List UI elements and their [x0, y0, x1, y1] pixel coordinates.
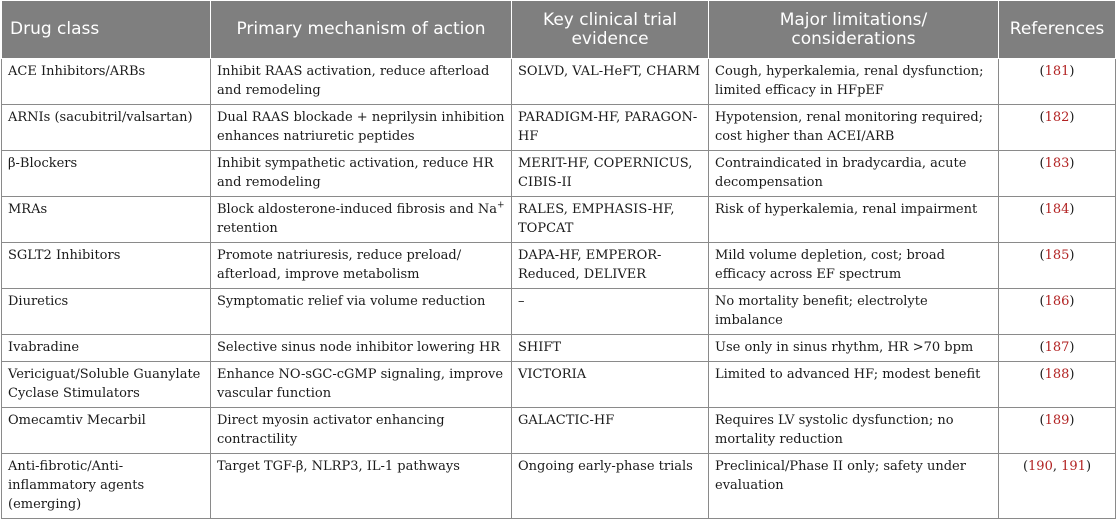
drug-class-cell: Diuretics [2, 289, 211, 335]
limitations-cell: Cough, hyperkalemia, renal dysfunction; limited efficacy in HFpEF [709, 59, 999, 105]
limitations-cell: Limited to advanced HF; modest benefit [709, 362, 999, 408]
drug-class-cell: MRAs [2, 197, 211, 243]
table-row [2, 335, 1116, 362]
header-mechanism: Primary mechanism of action [211, 1, 512, 59]
reference-link[interactable]: 191 [1061, 459, 1086, 474]
header-references: References [999, 1, 1116, 59]
mechanism-cell: Target TGF-β, NLRP3, IL-1 pathways [211, 454, 512, 519]
table-row [2, 243, 1116, 289]
drug-class-cell: β-Blockers [2, 151, 211, 197]
references-cell: (189) [999, 408, 1116, 454]
header-drug-class: Drug class [2, 1, 211, 59]
limitations-cell: Hypotension, renal monitoring required; cost higher than ACEI/ARB [709, 105, 999, 151]
references-cell: (184) [999, 197, 1116, 243]
reference-link[interactable]: 189 [1044, 413, 1070, 428]
trial-evidence-cell: MERIT-HF, COPERNICUS, CIBIS-II [512, 151, 709, 197]
limitations-cell: No mortality benefit; electrolyte imbalance [709, 289, 999, 335]
limitations-cell: Use only in sinus rhythm, HR >70 bpm [709, 335, 999, 362]
reference-link[interactable]: 181 [1044, 64, 1070, 79]
trial-evidence-cell: GALACTIC-HF [512, 408, 709, 454]
limitations-cell: Requires LV systolic dysfunction; no mortality reduction [709, 408, 999, 454]
drug-class-cell: Omecamtiv Mecarbil [2, 408, 211, 454]
reference-link[interactable]: 190 [1028, 459, 1053, 474]
mechanism-cell: Selective sinus node inhibitor lowering HR [211, 335, 512, 362]
drug-class-cell: Ivabradine [2, 335, 211, 362]
trial-evidence-cell: DAPA-HF, EMPEROR-Reduced, DELIVER [512, 243, 709, 289]
references-cell: (181) [999, 59, 1116, 105]
trial-evidence-cell: SHIFT [512, 335, 709, 362]
references-cell: (188) [999, 362, 1116, 408]
limitations-cell: Mild volume depletion, cost; broad efficacy across EF spectrum [709, 243, 999, 289]
limitations-cell: Preclinical/Phase II only; safety under evaluation [709, 454, 999, 519]
limitations-cell: Risk of hyperkalemia, renal impairment [709, 197, 999, 243]
drug-class-cell: Vericiguat/Soluble Guanylate Cyclase Stimulators [2, 362, 211, 408]
mechanism-cell: Symptomatic relief via volume reduction [211, 289, 512, 335]
header-row [2, 1, 1116, 59]
header-trial-evidence: Key clinical trial evidence [512, 1, 709, 59]
drug-class-cell: ARNIs (sacubitril/valsartan) [2, 105, 211, 151]
table-row [2, 59, 1116, 105]
table-row [2, 454, 1116, 519]
reference-link[interactable]: 183 [1044, 156, 1070, 171]
table-row [2, 289, 1116, 335]
mechanism-cell: Dual RAAS blockade + neprilysin inhibition enhances natriuretic peptides [211, 105, 512, 151]
trial-evidence-cell: – [512, 289, 709, 335]
references-cell: (190, 191) [999, 454, 1116, 519]
reference-link[interactable]: 187 [1044, 340, 1070, 355]
header-limitations: Major limitations/ considerations [709, 1, 999, 59]
mechanism-cell: Enhance NO-sGC-cGMP signaling, improve vascular function [211, 362, 512, 408]
drug-class-cell: ACE Inhibitors/ARBs [2, 59, 211, 105]
references-cell: (182) [999, 105, 1116, 151]
trial-evidence-cell: PARADIGM-HF, PARAGON-HF [512, 105, 709, 151]
trial-evidence-cell: SOLVD, VAL-HeFT, CHARM [512, 59, 709, 105]
reference-link[interactable]: 188 [1044, 367, 1070, 382]
drug-class-cell: Anti-fibrotic/Anti-inflammatory agents (emerging) [2, 454, 211, 519]
mechanism-cell: Direct myosin activator enhancing contractility [211, 408, 512, 454]
mechanism-cell: Inhibit RAAS activation, reduce afterload and remodeling [211, 59, 512, 105]
trial-evidence-cell: Ongoing early-phase trials [512, 454, 709, 519]
drug-class-table [1, 0, 1116, 519]
mechanism-cell: Inhibit sympathetic activation, reduce HR and remodeling [211, 151, 512, 197]
references-cell: (187) [999, 335, 1116, 362]
reference-link[interactable]: 182 [1044, 110, 1070, 125]
references-cell: (183) [999, 151, 1116, 197]
table-row [2, 151, 1116, 197]
reference-link[interactable]: 186 [1044, 294, 1070, 309]
reference-link[interactable]: 184 [1044, 202, 1070, 217]
drug-class-cell: SGLT2 Inhibitors [2, 243, 211, 289]
trial-evidence-cell: RALES, EMPHASIS-HF, TOPCAT [512, 197, 709, 243]
table-row [2, 197, 1116, 243]
mechanism-cell: Promote natriuresis, reduce preload/ afterload, improve metabolism [211, 243, 512, 289]
references-cell: (185) [999, 243, 1116, 289]
mechanism-cell: Block aldosterone-induced fibrosis and Na+ retention [211, 197, 512, 243]
trial-evidence-cell: VICTORIA [512, 362, 709, 408]
table-row [2, 105, 1116, 151]
table-row [2, 408, 1116, 454]
reference-link[interactable]: 185 [1044, 248, 1070, 263]
references-cell: (186) [999, 289, 1116, 335]
limitations-cell: Contraindicated in bradycardia, acute decompensation [709, 151, 999, 197]
table-row [2, 362, 1116, 408]
